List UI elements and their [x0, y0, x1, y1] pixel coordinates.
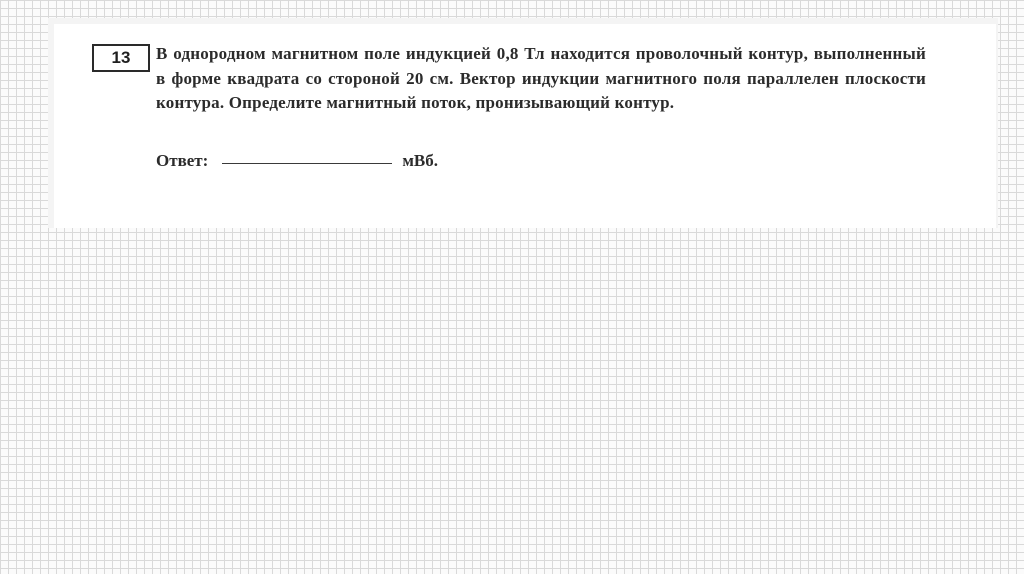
task-number-box: 13 [92, 44, 150, 72]
task-statement: В однородном магнитном поле индукцией 0,8 Тл находится проволочный контур, выполненный в форме квадрата со стороной 20 см. Вектор индукции магнитного поля параллелен плоскости контура. Определите магнитный поток, пронизывающий контур. [156, 44, 926, 112]
answer-label: Ответ: [156, 151, 209, 170]
task-card [54, 24, 996, 228]
answer-unit: мВб. [402, 151, 438, 170]
answer-row [156, 151, 438, 171]
answer-blank[interactable] [222, 162, 392, 164]
